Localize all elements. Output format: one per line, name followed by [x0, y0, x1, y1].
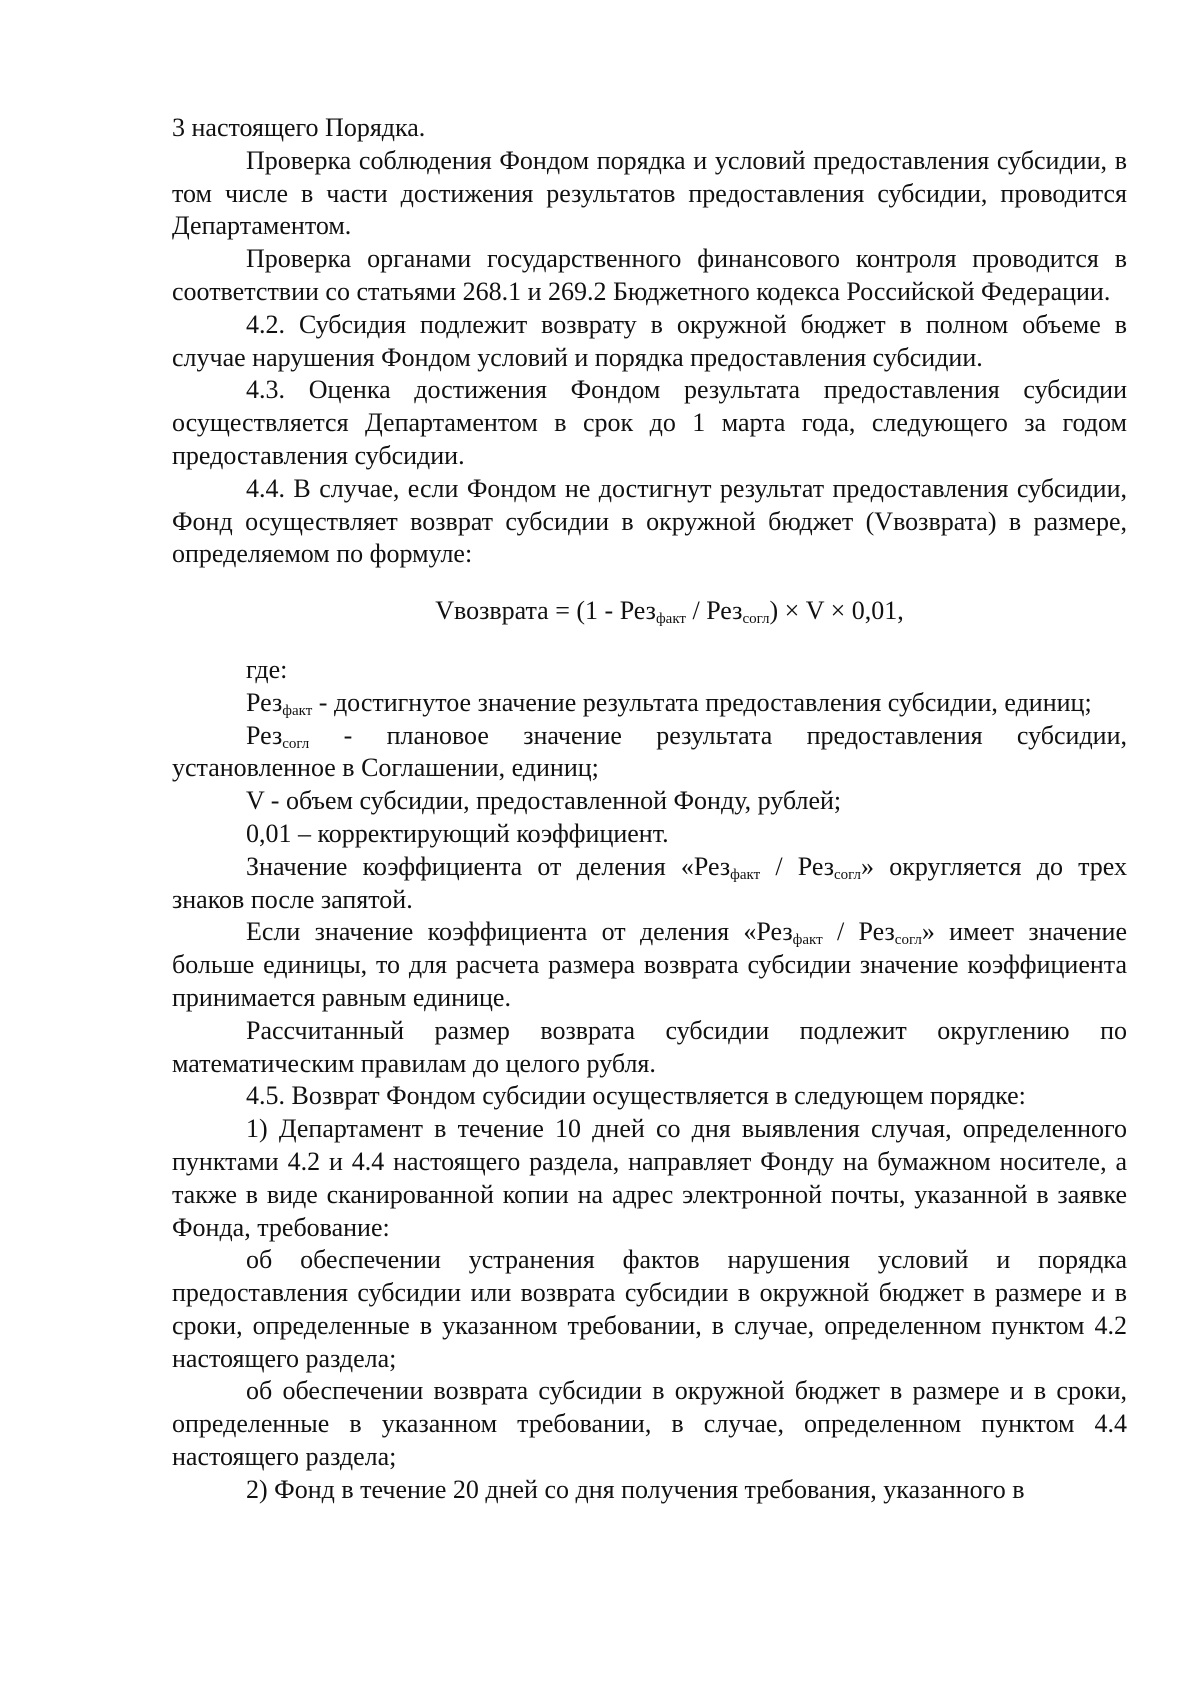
definition-term: Рез: [246, 687, 283, 717]
paragraph-text: 2) Фонд в течение 20 дней со дня получения требования, указанного в: [246, 1474, 1025, 1504]
paragraph-text: где:: [246, 654, 288, 684]
paragraph-rounding-amount: [172, 1015, 1127, 1081]
paragraph-text: / Рез: [822, 917, 895, 947]
paragraph-item-1: [172, 1113, 1127, 1244]
paragraph-text: 3 настоящего Порядка.: [172, 113, 426, 142]
definition-text: 0,01 – корректирующий коэффициент.: [246, 818, 669, 848]
paragraph-text: Рассчитанный размер возврата субсидии подлежит округлению по математическим правилам до целого рубля.: [172, 1015, 1127, 1078]
paragraph-text: Если значение коэффициента от деления «Рез: [246, 917, 793, 947]
definition-coefficient: [172, 818, 1127, 851]
paragraph-inspection-control-bodies: [172, 243, 1127, 309]
document-page: [172, 112, 1127, 1507]
paragraph-subscript: факт: [792, 932, 823, 949]
paragraph-where: [172, 654, 1127, 687]
paragraph-text: Значение коэффициента от деления «Рез: [246, 851, 731, 881]
paragraph-clause-4-3: [172, 374, 1127, 472]
paragraph-text: 4.4. В случае, если Фондом не достигнут результат предоставления субсидии, Фонд осуществляет возврат субсидии в окружной бюджет (Vвозврата) в размере, определяемом по формуле:: [172, 473, 1127, 569]
definition-result-fact: [172, 687, 1127, 720]
formula-subscript-agreed: согл: [742, 611, 770, 628]
paragraph-subscript: согл: [834, 866, 862, 883]
paragraph-item-2: [172, 1474, 1127, 1507]
formula-text: / Рез: [685, 596, 743, 626]
paragraph-coefficient-cap: [172, 916, 1127, 1014]
paragraph-rounding-coefficient: [172, 851, 1127, 917]
formula-text: ) × V × 0,01,: [769, 596, 904, 626]
definition-text: - плановое значение результата предоставления субсидии, установленное в Соглашении, единиц;: [172, 720, 1127, 783]
paragraph-clause-4-5: [172, 1080, 1127, 1113]
paragraph-text: / Рез: [760, 851, 834, 881]
definition-result-agreed: [172, 720, 1127, 786]
paragraph-requirement-refund: [172, 1375, 1127, 1473]
paragraph-text: 4.2. Субсидия подлежит возврату в окружной бюджет в полном объеме в случае нарушения Фондом условий и порядка предоставления субсидии.: [172, 309, 1127, 372]
definition-term: Рез: [246, 720, 283, 750]
paragraph-text: » округляется до трех знаков после запятой.: [172, 851, 1128, 914]
definition-text: - достигнутое значение результата предоставления субсидии, единиц;: [312, 687, 1092, 717]
paragraph-text: 4.3. Оценка достижения Фондом результата предоставления субсидии осуществляется Департаментом в срок до 1 марта года, следующего за годом предоставления субсидии.: [172, 375, 1127, 470]
paragraph-text: Проверка соблюдения Фондом порядка и условий предоставления субсидии, в том числе в части достижения результатов предоставления субсидии, проводится Департаментом.: [172, 145, 1127, 241]
paragraph-text: об обеспечении возврата субсидии в окружной бюджет в размере и в сроки, определенные в указанном требовании, в случае, определенном пунктом 4.4 настоящего раздела;: [172, 1376, 1127, 1472]
paragraph-clause-4-4: [172, 473, 1127, 571]
definition-volume: [172, 785, 1127, 818]
definition-text: V - объем субсидии, предоставленной Фонду, рублей;: [246, 786, 842, 816]
paragraph-text: 4.5. Возврат Фондом субсидии осуществляется в следующем порядке:: [246, 1081, 1026, 1111]
definition-subscript: согл: [282, 735, 310, 752]
paragraph-subscript: факт: [730, 866, 761, 883]
paragraph-clause-4-2: [172, 309, 1127, 375]
paragraph-text: об обеспечении устранения фактов нарушения условий и порядка предоставления субсидии или возврата субсидии в окружной бюджет в размере и в сроки, определенные в указанном требовании, в случае, определенном пунктом 4.2 настоящего раздела;: [172, 1245, 1127, 1373]
refund-formula: [172, 595, 1127, 628]
definition-subscript: факт: [282, 702, 313, 719]
paragraph-inspection-department: [172, 145, 1127, 243]
paragraph-text: 1) Департамент в течение 10 дней со дня выявления случая, определенного пунктами 4.2 и 4.4 настоящего раздела, направляет Фонду на бумажном носителе, а также в виде сканированной копии на адрес электронной почты, указанной в заявке Фонда, требование:: [172, 1114, 1127, 1242]
paragraph-subscript: согл: [894, 932, 922, 949]
formula-text: Vвозврата = (1 - Рез: [435, 596, 656, 626]
formula-subscript-fact: факт: [655, 611, 686, 628]
paragraph-text: Проверка органами государственного финансового контроля проводится в соответствии со статьями 268.1 и 269.2 Бюджетного кодекса Российской Федерации.: [172, 244, 1127, 306]
paragraph-requirement-violation: [172, 1244, 1127, 1375]
paragraph-continuation: [172, 112, 1127, 145]
paragraph-text: » имеет значение больше единицы, то для расчета размера возврата субсидии значение коэффициента принимается равным единице.: [172, 917, 1128, 1012]
